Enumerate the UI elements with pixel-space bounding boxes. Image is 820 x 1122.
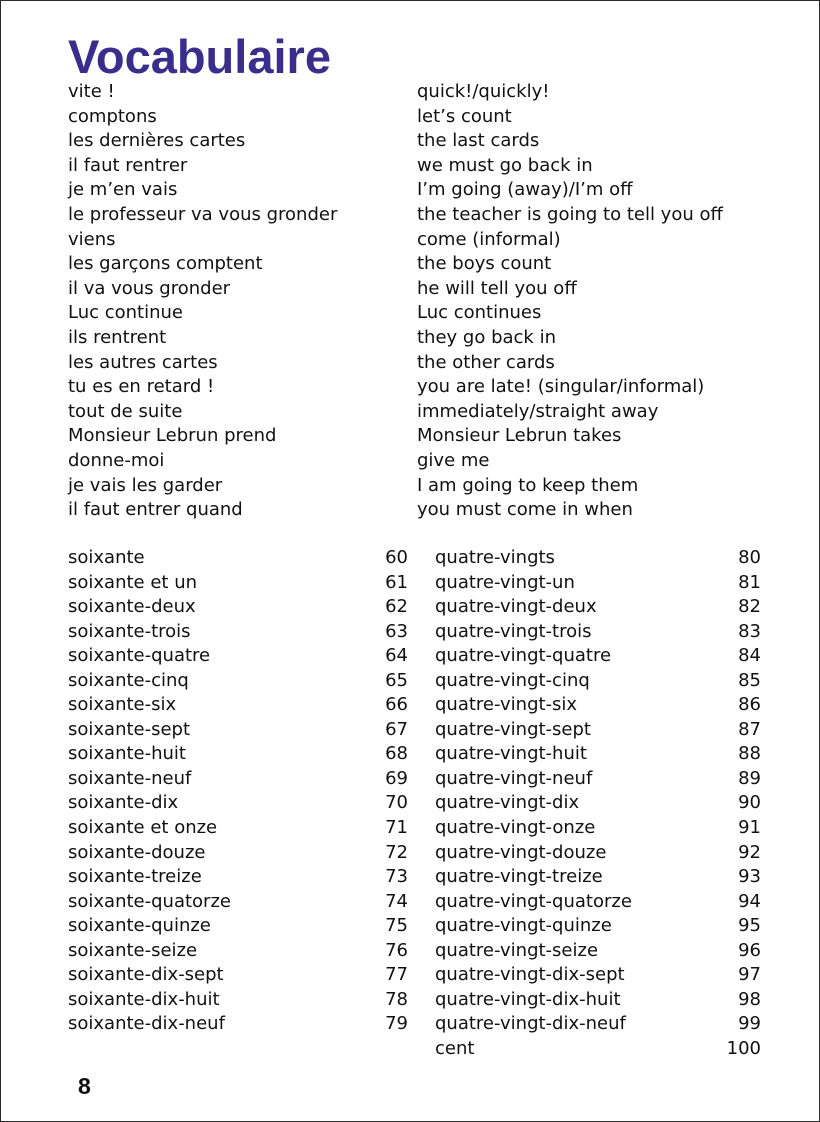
number-row — [68, 742, 408, 767]
number-word: soixante-dix-neuf — [68, 1013, 225, 1035]
number-value: 65 — [385, 669, 408, 691]
english-translation: he will tell you off — [417, 277, 577, 299]
number-row — [68, 841, 408, 866]
french-term: il va vous gronder — [68, 277, 231, 299]
number-word: quatre-vingt-quatorze — [435, 890, 632, 912]
number-row — [435, 595, 761, 620]
number-value: 94 — [738, 890, 761, 912]
vocab-row — [1, 252, 819, 277]
vocab-row — [1, 474, 819, 499]
number-value: 89 — [738, 767, 761, 789]
number-value: 70 — [385, 792, 408, 814]
number-value: 74 — [385, 890, 408, 912]
french-term: je m’en vais — [68, 179, 178, 201]
english-translation: I am going to keep them — [417, 474, 639, 496]
english-translation: we must go back in — [417, 154, 593, 176]
number-value: 78 — [385, 988, 408, 1010]
number-word: quatre-vingt-dix — [435, 792, 580, 814]
number-word: quatre-vingt-neuf — [435, 767, 593, 789]
french-term: comptons — [68, 105, 157, 127]
french-term: le professeur va vous gronder — [68, 203, 338, 225]
number-word: quatre-vingt-dix-neuf — [435, 1013, 626, 1035]
number-word: quatre-vingt-onze — [435, 817, 596, 839]
french-term: Monsieur Lebrun prend — [68, 425, 277, 447]
english-translation: the last cards — [417, 130, 540, 152]
number-word: quatre-vingt-dix-huit — [435, 988, 621, 1010]
number-value: 60 — [385, 547, 408, 568]
number-row — [68, 693, 408, 718]
french-term: les dernières cartes — [68, 130, 246, 152]
number-word: soixante-treize — [68, 866, 202, 888]
number-value: 79 — [385, 1013, 408, 1035]
number-word: quatre-vingt-treize — [435, 866, 603, 888]
number-row — [435, 546, 761, 571]
french-term: il faut rentrer — [68, 154, 188, 176]
number-value: 90 — [738, 792, 761, 814]
english-translation: the boys count — [417, 253, 552, 275]
number-row — [68, 791, 408, 816]
number-value: 61 — [385, 571, 408, 593]
vocabulary-list — [1, 80, 819, 523]
number-word: quatre-vingt-quinze — [435, 915, 612, 937]
number-value: 69 — [385, 767, 408, 789]
number-word: quatre-vingt-trois — [435, 620, 592, 642]
number-row — [68, 595, 408, 620]
english-translation: quick!/quickly! — [417, 81, 550, 102]
number-word: soixante-dix — [68, 792, 179, 814]
vocab-row — [1, 351, 819, 376]
number-row — [435, 791, 761, 816]
number-word: quatre-vingt-huit — [435, 743, 587, 765]
number-row — [435, 718, 761, 743]
vocab-row — [1, 326, 819, 351]
number-word: soixante et un — [68, 571, 198, 593]
number-value: 87 — [738, 718, 761, 740]
vocab-row — [1, 449, 819, 474]
vocab-row — [1, 424, 819, 449]
number-word: soixante et onze — [68, 817, 218, 839]
number-value: 96 — [738, 939, 761, 961]
number-row — [435, 693, 761, 718]
number-word: quatre-vingt-six — [435, 694, 578, 716]
number-value: 68 — [385, 743, 408, 765]
english-translation: the teacher is going to tell you off — [417, 203, 723, 225]
numbers-60-79-list — [68, 546, 408, 1037]
number-value: 92 — [738, 841, 761, 863]
page-title: Vocabulaire — [68, 30, 331, 83]
number-row — [435, 669, 761, 694]
numbers-80-100-list — [435, 546, 761, 1061]
english-translation: they go back in — [417, 326, 556, 348]
number-value: 81 — [738, 571, 761, 593]
vocab-row — [1, 498, 819, 523]
number-row — [68, 865, 408, 890]
number-value: 64 — [385, 645, 408, 667]
number-value: 71 — [385, 817, 408, 839]
number-value: 84 — [738, 645, 761, 667]
vocab-row — [1, 301, 819, 326]
number-value: 97 — [738, 964, 761, 986]
number-row — [68, 644, 408, 669]
number-row — [435, 571, 761, 596]
english-translation: let’s count — [417, 105, 512, 127]
english-translation: come (informal) — [417, 228, 561, 250]
number-row — [435, 1012, 761, 1037]
number-word: soixante-deux — [68, 596, 196, 618]
number-word: soixante-six — [68, 694, 177, 716]
number-value: 95 — [738, 915, 761, 937]
number-word: soixante-sept — [68, 718, 191, 740]
number-row — [68, 546, 408, 571]
number-value: 93 — [738, 866, 761, 888]
number-word: cent — [435, 1037, 475, 1059]
vocab-row — [1, 203, 819, 228]
number-row — [435, 939, 761, 964]
number-word: soixante-seize — [68, 939, 198, 961]
number-row — [68, 669, 408, 694]
french-term: il faut entrer quand — [68, 499, 243, 521]
number-value: 72 — [385, 841, 408, 863]
number-word: quatre-vingt-quatre — [435, 645, 612, 667]
number-row — [435, 1037, 761, 1062]
number-row — [435, 742, 761, 767]
number-value: 100 — [726, 1037, 761, 1059]
number-value: 63 — [385, 620, 408, 642]
number-row — [68, 890, 408, 915]
number-word: soixante-neuf — [68, 767, 192, 789]
number-word: soixante-trois — [68, 620, 191, 642]
number-value: 88 — [738, 743, 761, 765]
vocab-row — [1, 129, 819, 154]
french-term: ils rentrent — [68, 326, 167, 348]
number-row — [68, 963, 408, 988]
number-row — [435, 620, 761, 645]
english-translation: you must come in when — [417, 499, 633, 521]
number-row — [68, 988, 408, 1013]
number-row — [68, 767, 408, 792]
number-row — [435, 963, 761, 988]
number-row — [435, 890, 761, 915]
french-term: viens — [68, 228, 116, 250]
number-word: soixante — [68, 547, 145, 568]
number-row — [68, 620, 408, 645]
vocab-row — [1, 228, 819, 253]
number-word: soixante-huit — [68, 743, 186, 765]
number-row — [68, 718, 408, 743]
vocab-row — [1, 178, 819, 203]
number-word: soixante-quatorze — [68, 890, 231, 912]
vocab-row — [1, 154, 819, 179]
number-value: 98 — [738, 988, 761, 1010]
english-translation: Luc continues — [417, 302, 542, 324]
english-translation: I’m going (away)/I’m off — [417, 179, 633, 201]
english-translation: Monsieur Lebrun takes — [417, 425, 622, 447]
number-row — [435, 767, 761, 792]
number-row — [435, 988, 761, 1013]
number-row — [68, 914, 408, 939]
number-value: 99 — [738, 1013, 761, 1035]
french-term: les autres cartes — [68, 351, 218, 373]
french-term: tu es en retard ! — [68, 376, 215, 398]
french-term: vite ! — [68, 81, 115, 102]
english-translation: the other cards — [417, 351, 555, 373]
number-value: 80 — [738, 547, 761, 568]
number-word: soixante-cinq — [68, 669, 189, 691]
number-value: 66 — [385, 694, 408, 716]
french-term: Luc continue — [68, 302, 184, 324]
number-value: 62 — [385, 596, 408, 618]
number-value: 77 — [385, 964, 408, 986]
french-term: je vais les garder — [68, 474, 223, 496]
french-term: donne-moi — [68, 449, 165, 471]
number-word: quatre-vingts — [435, 547, 555, 568]
number-word: quatre-vingt-deux — [435, 596, 597, 618]
number-row — [435, 914, 761, 939]
number-word: quatre-vingt-seize — [435, 939, 599, 961]
number-row — [435, 644, 761, 669]
number-row — [435, 841, 761, 866]
english-translation: you are late! (singular/informal) — [417, 376, 705, 398]
number-value: 86 — [738, 694, 761, 716]
number-word: quatre-vingt-cinq — [435, 669, 590, 691]
number-value: 67 — [385, 718, 408, 740]
number-row — [68, 571, 408, 596]
vocab-row — [1, 105, 819, 130]
vocab-row — [1, 80, 819, 105]
number-word: quatre-vingt-douze — [435, 841, 607, 863]
number-word: soixante-quinze — [68, 915, 211, 937]
number-word: quatre-vingt-sept — [435, 718, 591, 740]
number-word: soixante-quatre — [68, 645, 211, 667]
number-word: soixante-dix-sept — [68, 964, 224, 986]
number-value: 73 — [385, 866, 408, 888]
number-value: 82 — [738, 596, 761, 618]
number-word: soixante-dix-huit — [68, 988, 220, 1010]
number-word: quatre-vingt-un — [435, 571, 575, 593]
english-translation: give me — [417, 449, 490, 471]
number-row — [68, 1012, 408, 1037]
number-value: 76 — [385, 939, 408, 961]
number-row — [435, 865, 761, 890]
number-value: 91 — [738, 817, 761, 839]
number-row — [435, 816, 761, 841]
number-row — [68, 939, 408, 964]
french-term: tout de suite — [68, 400, 183, 422]
page-number: 8 — [78, 1073, 91, 1099]
number-value: 85 — [738, 669, 761, 691]
french-term: les garçons comptent — [68, 253, 263, 275]
number-word: soixante-douze — [68, 841, 206, 863]
vocab-row — [1, 277, 819, 302]
vocab-row — [1, 375, 819, 400]
number-value: 75 — [385, 915, 408, 937]
number-value: 83 — [738, 620, 761, 642]
vocab-row — [1, 400, 819, 425]
number-row — [68, 816, 408, 841]
english-translation: immediately/straight away — [417, 400, 659, 422]
number-word: quatre-vingt-dix-sept — [435, 964, 625, 986]
